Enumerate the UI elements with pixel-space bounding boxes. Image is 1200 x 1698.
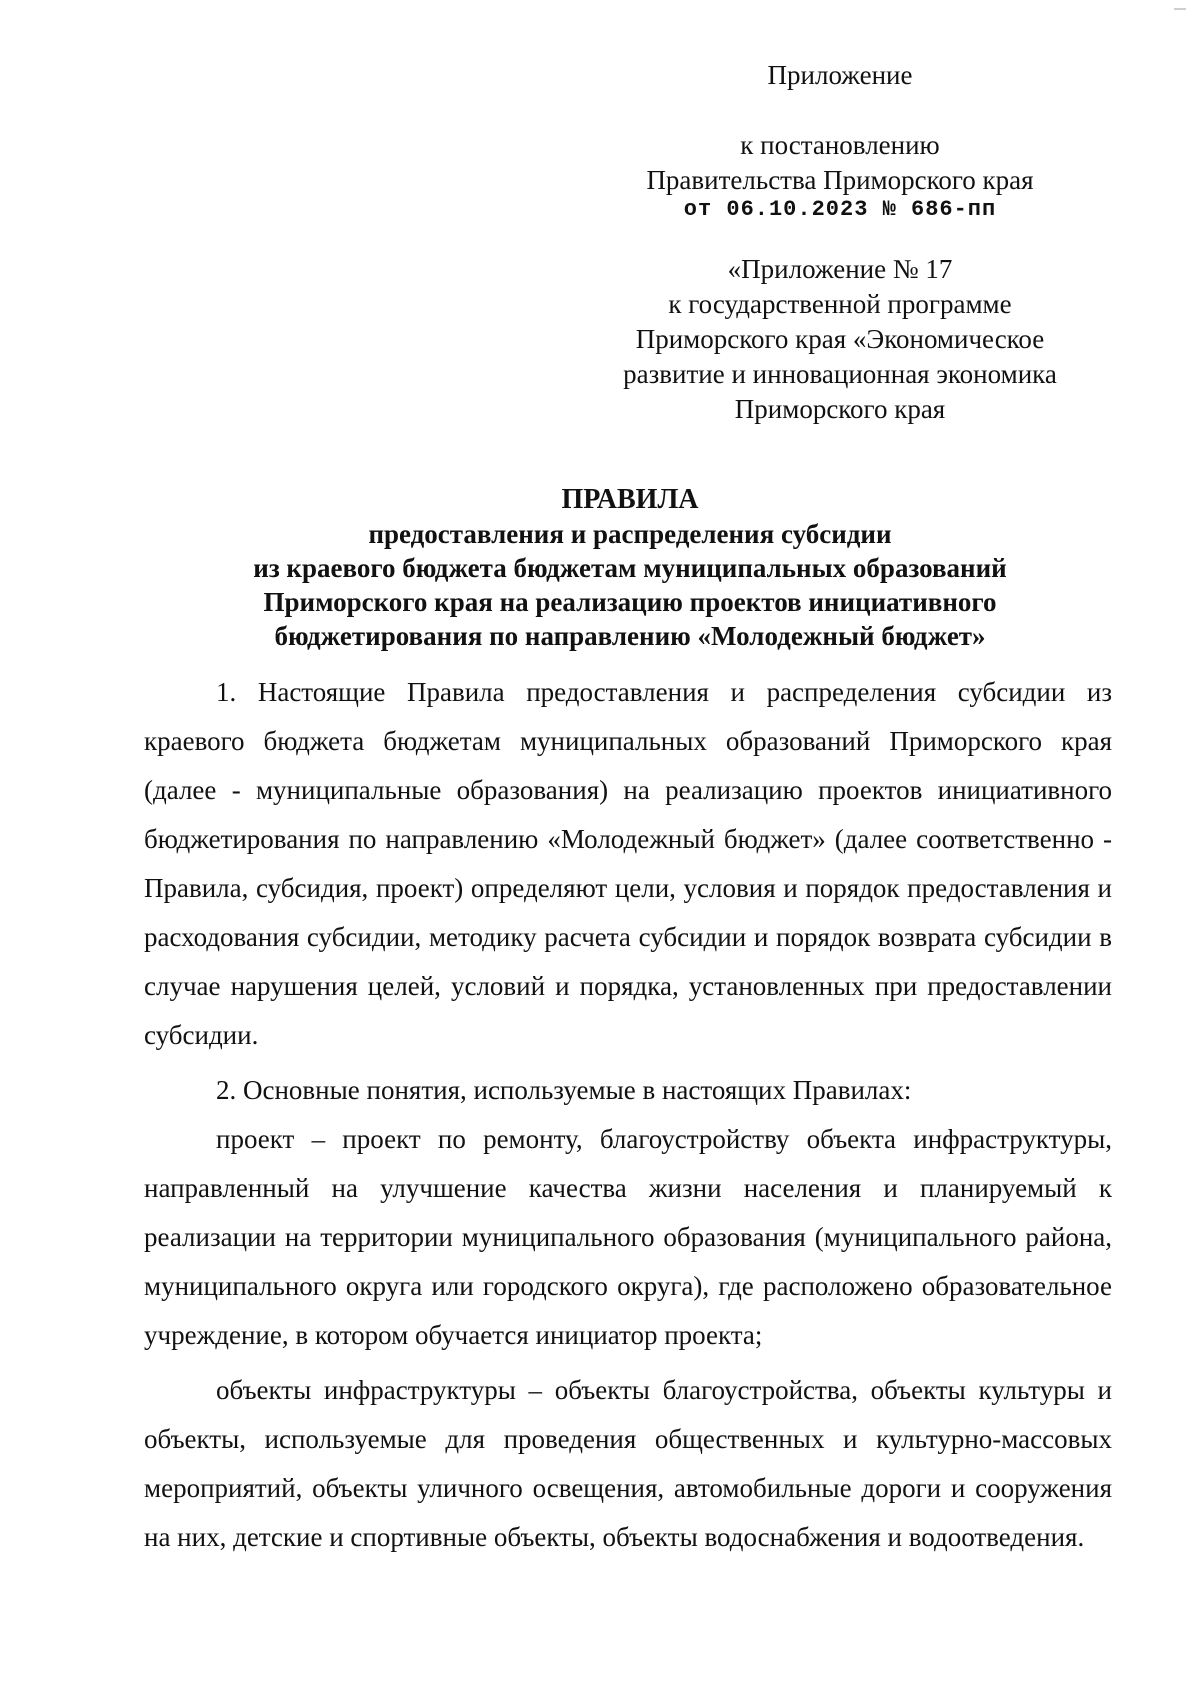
program-annex-line-1: «Приложение № 17 bbox=[727, 254, 953, 284]
title-line-3: Приморского края на реализацию проектов инициативного bbox=[263, 587, 997, 617]
program-annex-line-2: к государственной программе bbox=[668, 289, 1012, 319]
paragraph-3: проект – проект по ремонту, благоустройству объекта инфраструктуры, направленный на улучшение качества жизни населения и планируемый к реализации на территории муниципального образования (муниципального района, муниципального округа или городского округа), где расположено образовательное учреждение, в котором обучается инициатор проекта; bbox=[144, 1124, 1112, 1350]
decree-line-2: Правительства Приморского края bbox=[646, 165, 1034, 195]
decree-date-number: от 06.10.2023 № 686-пп bbox=[683, 197, 997, 222]
title-heading: ПРАВИЛА bbox=[561, 484, 699, 515]
program-annex-line-3: Приморского края «Экономическое bbox=[635, 324, 1045, 354]
document-body bbox=[144, 668, 1112, 1562]
title-line-2: из краевого бюджета бюджетам муниципальных образований bbox=[253, 553, 1007, 583]
paragraph-1: 1. Настоящие Правила предоставления и распределения субсидии из краевого бюджета бюджетам муниципальных образований Приморского края (далее - муниципальные образования) на реализацию проектов инициативного бюджетирования по направлению «Молодежный бюджет» (далее соответственно - Правила, субсидия, проект) определяют цели, условия и порядок предоставления и расходования субсидии, методику расчета субсидии и порядок возврата субсидии в случае нарушения целей, условий и порядка, установленных при предоставлении субсидии. bbox=[144, 677, 1112, 1050]
scan-mark bbox=[1174, 8, 1186, 10]
title-line-1: предоставления и распределения субсидии bbox=[368, 519, 892, 549]
program-annex-line-5: Приморского края bbox=[734, 394, 946, 424]
title-line-4: бюджетирования по направлению «Молодежный бюджет» bbox=[274, 621, 986, 651]
document-title bbox=[140, 483, 1120, 653]
annex-header bbox=[560, 58, 1120, 93]
program-annex-line-4: развитие и инновационная экономика bbox=[623, 359, 1057, 389]
paragraph-4: объекты инфраструктуры – объекты благоустройства, объекты культуры и объекты, используемые для проведения общественных и культурно-массовых мероприятий, объекты уличного освещения, автомобильные дороги и сооружения на них, детские и спортивные объекты, объекты водоснабжения и водоотведения. bbox=[144, 1375, 1112, 1552]
program-annex-reference bbox=[560, 252, 1120, 427]
annex-label: Приложение bbox=[767, 60, 913, 90]
decree-reference bbox=[560, 128, 1120, 222]
paragraph-2: 2. Основные понятия, используемые в настоящих Правилах: bbox=[216, 1075, 912, 1105]
decree-line-1: к постановлению bbox=[740, 130, 940, 160]
